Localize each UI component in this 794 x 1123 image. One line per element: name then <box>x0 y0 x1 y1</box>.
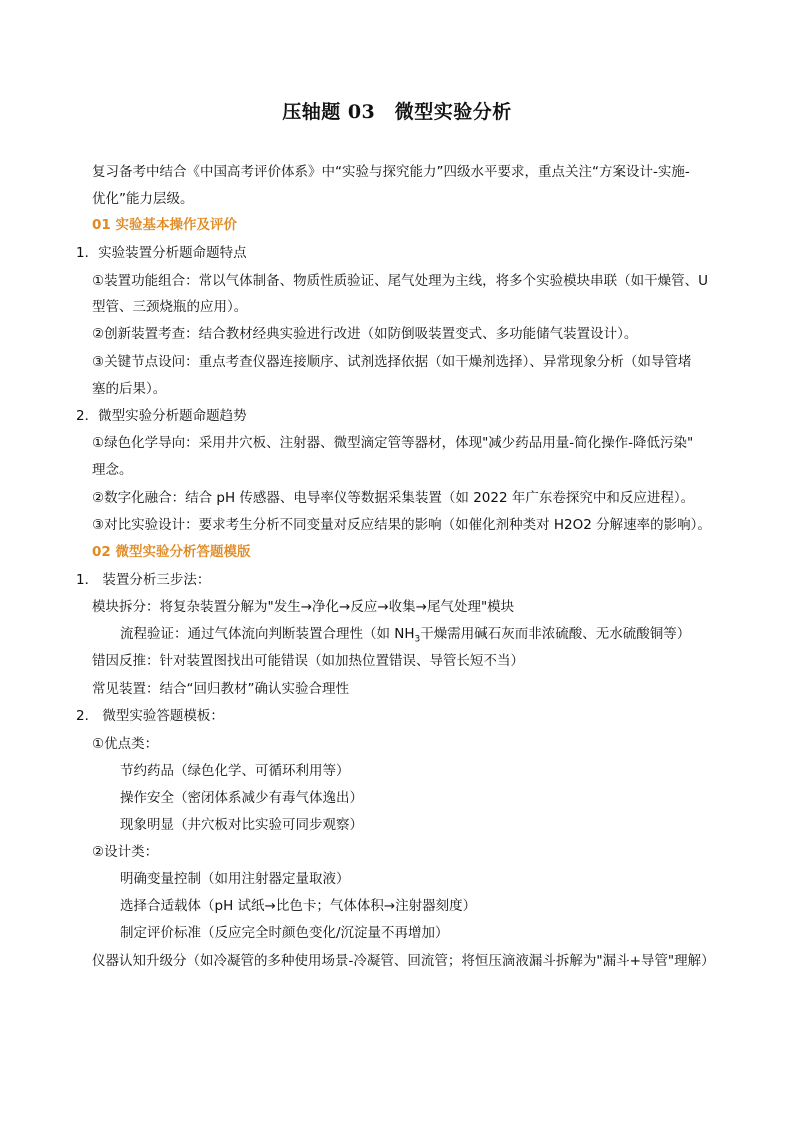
design-heading: ②设计类： <box>92 844 159 860</box>
flow-check-text-b: 干燥需用碱石灰而非浓硫酸、无水硫酸铜等） <box>420 626 691 642</box>
item-line: 理念。 <box>92 462 133 478</box>
list-item: 制定评价标准（反应完全时颜色变化/沉淀量不再增加） <box>120 925 449 941</box>
item-line: ②数字化融合：结合 pH 传感器、电导率仪等数据采集装置（如 2022 年广东卷探究中和反应进程）。 <box>92 490 695 506</box>
module-split-line: 模块拆分：将复杂装置分解为"发生→净化→反应→收集→尾气处理"模块 <box>92 599 515 615</box>
item-title-1-2: 2．微型实验分析题命题趋势 <box>76 408 247 424</box>
common-device-line: 常见装置：结合“回归教材”确认实验合理性 <box>92 681 349 697</box>
item-title-2-2: 2． 微型实验答题模板： <box>76 708 224 724</box>
item-title-1-1: 1．实验装置分析题命题特点 <box>76 245 247 261</box>
section-heading-02: 02 微型实验分析答题模版 <box>92 544 251 560</box>
item-line: ②创新装置考查：结合教材经典实验进行改进（如防倒吸装置变式、多功能储气装置设计）。 <box>92 326 638 342</box>
instrument-upgrade-line: 仪器认知升级分（如冷凝管的多种使用场景-冷凝管、回流管；将恒压滴液漏斗拆解为"漏斗+导管"理解） <box>92 953 715 969</box>
list-item: 现象明显（井穴板对比实验可同步观察） <box>120 817 363 833</box>
list-item: 操作安全（密闭体系减少有毒气体逸出） <box>120 790 363 806</box>
item-line: ①装置功能组合：常以气体制备、物质性质验证、尾气处理为主线，将多个实验模块串联（如干燥管、U <box>92 273 708 289</box>
intro-line-2: 优化”能力层级。 <box>92 191 194 207</box>
list-item: 节约药品（绿色化学、可循环利用等） <box>120 763 350 779</box>
item-line: ①绿色化学导向：采用井穴板、注射器、微型滴定管等器材，体现"减少药品用量-简化操作-降低污染" <box>92 435 694 451</box>
advantages-heading: ①优点类： <box>92 736 159 752</box>
item-title-2-1: 1． 装置分析三步法： <box>76 572 211 588</box>
item-line: 塞的后果）。 <box>92 381 167 397</box>
list-item: 明确变量控制（如用注射器定量取液） <box>120 871 350 887</box>
item-line: ③关键节点设问：重点考查仪器连接顺序、试剂选择依据（如干燥剂选择）、异常现象分析（如导管堵 <box>92 354 692 370</box>
subscript-3: 3 <box>414 634 421 645</box>
item-line: 型管、三颈烧瓶的应用）。 <box>92 299 248 315</box>
list-item: 选择合适载体（pH 试纸→比色卡；气体体积→注射器刻度） <box>120 898 477 914</box>
flow-check-text-a: 流程验证：通过气体流向判断装置合理性（如 NH <box>120 626 415 642</box>
item-line: ③对比实验设计：要求考生分析不同变量对反应结果的影响（如催化剂种类对 H2O2 分解速率的影响）。 <box>92 517 711 533</box>
flow-check-line <box>120 625 690 649</box>
section-heading-01: 01 实验基本操作及评价 <box>92 217 237 233</box>
page-title: 压轴题 03 微型实验分析 <box>282 101 512 123</box>
intro-line-1: 复习备考中结合《中国高考评价体系》中“实验与探究能力”四级水平要求，重点关注“方案设计-实施- <box>92 164 690 180</box>
error-reverse-line: 错因反推：针对装置图找出可能错误（如加热位置错误、导管长短不当） <box>92 653 524 669</box>
